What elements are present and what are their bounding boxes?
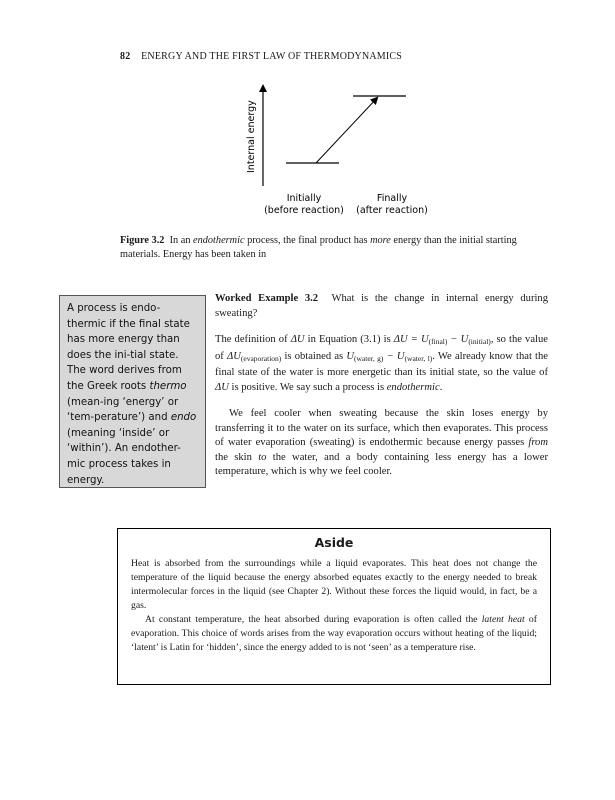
caption-text: energy than the initial starting materials. Energy has been taken in bbox=[120, 235, 517, 260]
transition-arrow bbox=[316, 98, 377, 163]
paragraph-text: . We already know that the final state of the water is more energetic than its initial state, so the value of bbox=[215, 350, 549, 378]
note-emphasis: thermo bbox=[149, 380, 187, 392]
caption-emphasis: more bbox=[370, 235, 391, 246]
after-reaction-label: (after reaction) bbox=[356, 205, 428, 216]
paragraph-text: The definition of bbox=[215, 334, 291, 345]
worked-example-paragraph-1 bbox=[215, 333, 548, 395]
worked-example-paragraph-2 bbox=[215, 407, 548, 480]
paragraph-text: . bbox=[439, 381, 443, 393]
aside-paragraph-1: Heat is absorbed from the surroundings while a liquid evaporates. This heat does not change the temperature of the liquid because the energy absorbed equates exactly to the energy needed to break intermolecular forces in the liquid (see Chapter 2). Without these forces the liquid would, in fact, be a gas. bbox=[131, 558, 537, 611]
math-subscript: (water, g) bbox=[354, 353, 384, 363]
running-title: ENERGY AND THE FIRST LAW OF THERMODYNAMICS bbox=[141, 51, 403, 62]
worked-example-question bbox=[215, 292, 548, 321]
math: ΔU bbox=[290, 334, 305, 345]
paragraph-text: the water, and a body containing less energy has a lower temperature, which is why we feel cooler. bbox=[215, 451, 548, 477]
finally-label: Finally bbox=[376, 193, 408, 204]
paragraph-text: , so the value of bbox=[215, 334, 548, 362]
figure-caption bbox=[120, 234, 550, 262]
emphasis: to bbox=[258, 451, 267, 463]
paragraph-text: is obtained as bbox=[281, 350, 347, 362]
math: ΔU bbox=[227, 350, 241, 362]
before-reaction-label: (before reaction) bbox=[264, 205, 344, 216]
paragraph-text: At constant temperature, the heat absorbed during evaporation is often called the bbox=[145, 614, 482, 625]
math-subscript: (final) bbox=[428, 337, 448, 346]
math: U bbox=[346, 350, 355, 362]
emphasis: from bbox=[528, 437, 548, 448]
aside-paragraph-2 bbox=[131, 613, 537, 655]
note-text: (meaning ‘inside’ or ‘within’). An endother-mic process takes in energy. bbox=[67, 427, 181, 486]
energy-diagram bbox=[230, 80, 450, 220]
caption-text: process, the final product has bbox=[244, 235, 371, 246]
caption-emphasis: endothermic bbox=[193, 235, 245, 246]
emphasis: latent heat bbox=[481, 614, 525, 625]
aside-box bbox=[117, 528, 551, 685]
aside-title: Aside bbox=[314, 535, 354, 550]
y-axis-label: Internal energy bbox=[246, 100, 257, 173]
figure-label: Figure 3.2 bbox=[120, 235, 165, 246]
caption-text: In an bbox=[169, 235, 194, 246]
math-subscript: (initial) bbox=[468, 337, 491, 346]
margin-note bbox=[59, 295, 206, 488]
paragraph-text: the skin bbox=[215, 451, 259, 463]
question-text: What is the change in internal energy during sweating? bbox=[215, 293, 549, 319]
note-text: (mean-ing ‘energy’ or ‘tem-perature’) and bbox=[67, 396, 179, 424]
math: − U bbox=[447, 334, 469, 345]
initially-label: Initially bbox=[286, 193, 322, 204]
note-text: A process is endo-thermic if the final state has more energy than does the ini-tial state. The word derives from the Greek roots bbox=[67, 303, 190, 392]
math: ΔU bbox=[215, 381, 229, 393]
worked-example bbox=[215, 292, 548, 492]
math-subscript: (water, l) bbox=[404, 353, 433, 363]
math: ΔU = U bbox=[393, 334, 429, 345]
note-emphasis: endo bbox=[170, 412, 197, 424]
running-header bbox=[120, 51, 402, 62]
emphasis: endothermic bbox=[386, 381, 440, 393]
page-number: 82 bbox=[120, 51, 131, 62]
worked-example-label: Worked Example 3.2 bbox=[215, 293, 319, 304]
paragraph-text: is positive. We say such a process is bbox=[228, 381, 387, 393]
paragraph-text: in Equation (3.1) is bbox=[304, 334, 394, 345]
math-subscript: (evaporation) bbox=[240, 353, 282, 363]
paragraph-text: of evaporation. This choice of words arises from the way evaporation occurs without heating of the liquid; ‘latent’ is Latin for ‘hidden’, since the energy added to is not ‘seen’ as a temperature rise. bbox=[131, 614, 538, 653]
paragraph-text: We feel cooler when sweating because the skin loses energy by transferring it to the water on its surface, which then evaporates. This process of water evaporation (sweating) is endothermic because energy passes bbox=[215, 408, 548, 448]
math: − U bbox=[383, 350, 405, 362]
